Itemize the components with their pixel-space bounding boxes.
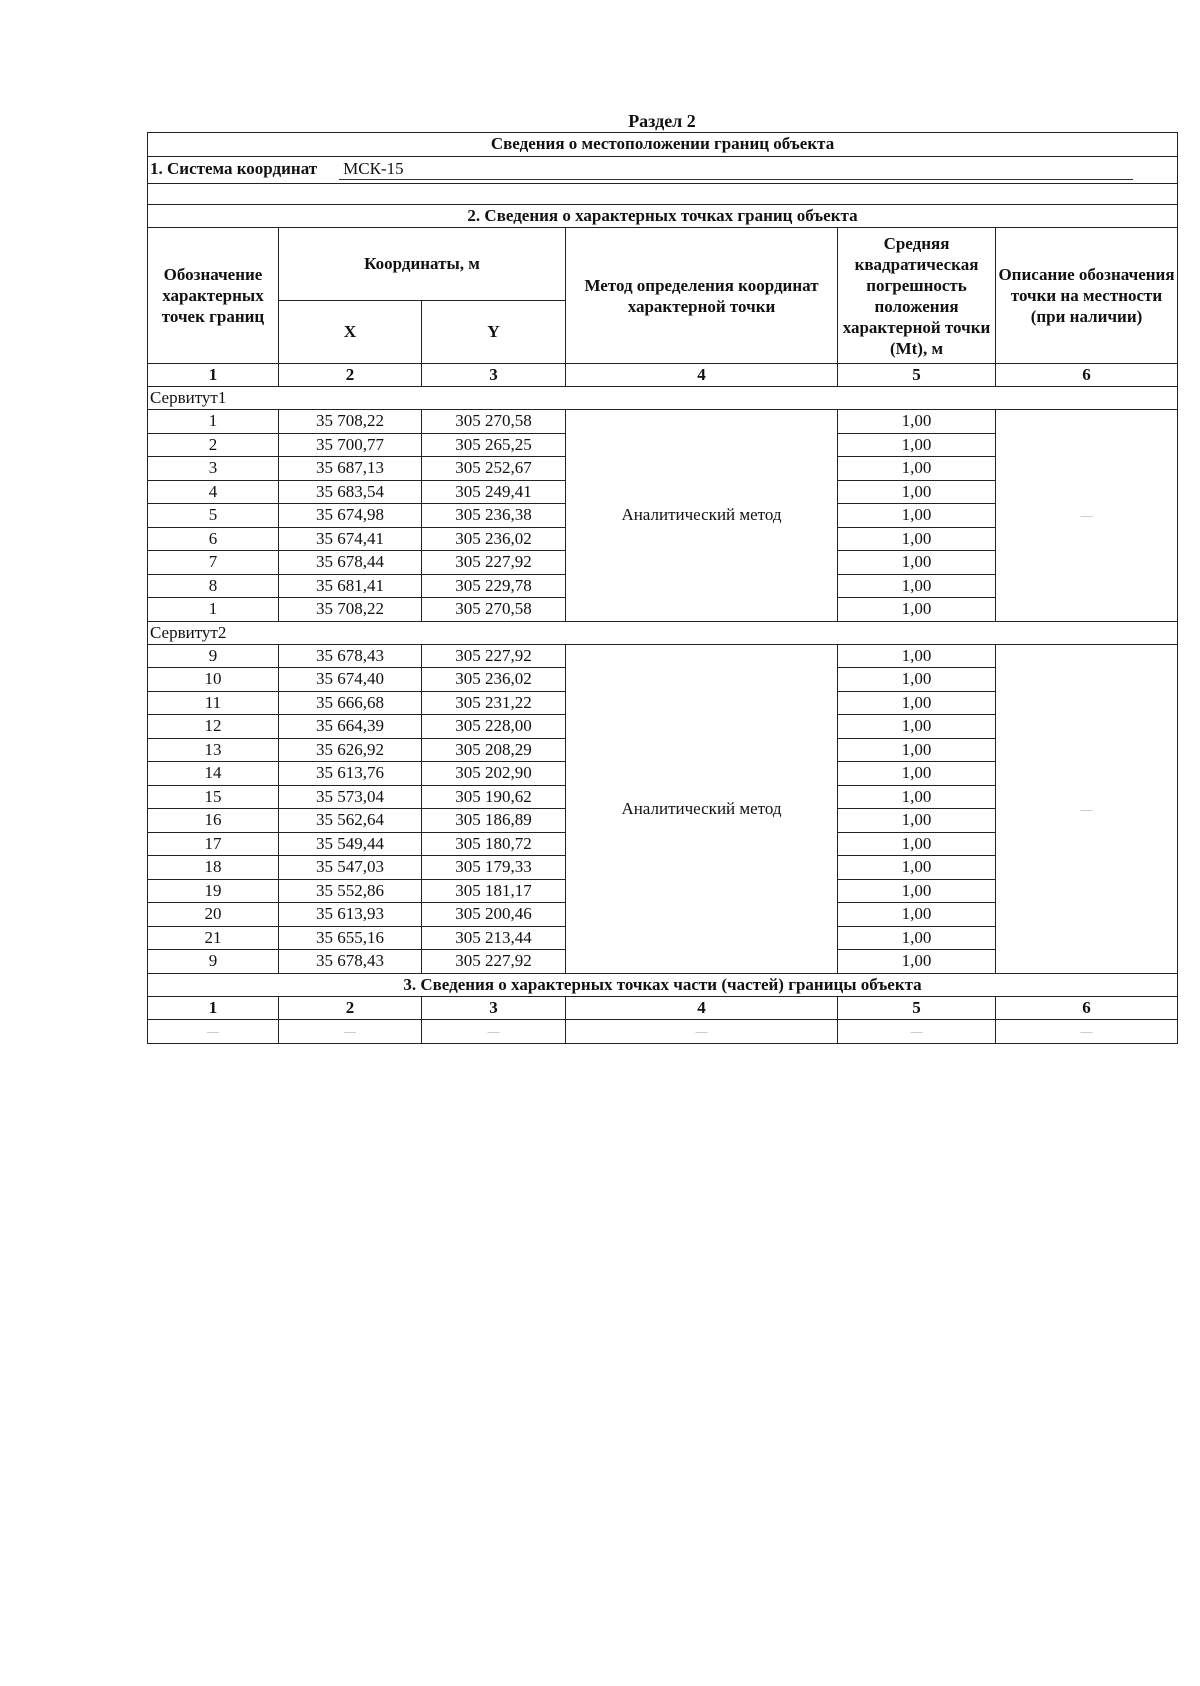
point-number: 9 bbox=[148, 644, 279, 668]
coord-y: 305 190,62 bbox=[422, 785, 566, 809]
points-title: 2. Сведения о характерных точках границ объекта bbox=[148, 204, 1178, 228]
coord-y: 305 265,25 bbox=[422, 433, 566, 457]
point-number: 20 bbox=[148, 903, 279, 927]
point-number: 19 bbox=[148, 879, 279, 903]
coord-y: 305 227,92 bbox=[422, 644, 566, 668]
group-label-row bbox=[148, 621, 1178, 644]
header-x: X bbox=[279, 301, 422, 364]
column-number: 1 bbox=[148, 997, 279, 1020]
point-number: 15 bbox=[148, 785, 279, 809]
coord-x: 35 573,04 bbox=[279, 785, 422, 809]
error-mt: 1,00 bbox=[838, 410, 996, 434]
coord-x: 35 681,41 bbox=[279, 574, 422, 598]
coord-x: 35 613,76 bbox=[279, 762, 422, 786]
point-number: 6 bbox=[148, 527, 279, 551]
document-sheet bbox=[147, 110, 1177, 1044]
error-mt: 1,00 bbox=[838, 551, 996, 575]
coord-y: 305 213,44 bbox=[422, 926, 566, 950]
coord-y: 305 270,58 bbox=[422, 598, 566, 622]
coord-x: 35 549,44 bbox=[279, 832, 422, 856]
coord-y: 305 200,46 bbox=[422, 903, 566, 927]
parts-cell: — bbox=[148, 1020, 279, 1044]
table-row bbox=[148, 410, 1178, 434]
column-number: 4 bbox=[566, 364, 838, 387]
error-mt: 1,00 bbox=[838, 504, 996, 528]
coord-y: 305 249,41 bbox=[422, 480, 566, 504]
group-name: Сервитут1 bbox=[148, 387, 1178, 410]
column-number: 1 bbox=[148, 364, 279, 387]
coord-system-label: 1. Система координат bbox=[150, 159, 318, 178]
error-mt: 1,00 bbox=[838, 480, 996, 504]
error-mt: 1,00 bbox=[838, 903, 996, 927]
coord-y: 305 180,72 bbox=[422, 832, 566, 856]
coord-x: 35 562,64 bbox=[279, 809, 422, 833]
coord-x: 35 683,54 bbox=[279, 480, 422, 504]
point-number: 4 bbox=[148, 480, 279, 504]
coord-y: 305 227,92 bbox=[422, 950, 566, 974]
error-mt: 1,00 bbox=[838, 691, 996, 715]
header-description: Описание обозначения точки на местности (при наличии) bbox=[996, 228, 1178, 364]
coord-x: 35 674,98 bbox=[279, 504, 422, 528]
point-number: 3 bbox=[148, 457, 279, 481]
group-label-row bbox=[148, 387, 1178, 410]
point-number: 1 bbox=[148, 410, 279, 434]
point-number: 16 bbox=[148, 809, 279, 833]
coord-y: 305 228,00 bbox=[422, 715, 566, 739]
column-number: 3 bbox=[422, 997, 566, 1020]
coord-y: 305 179,33 bbox=[422, 856, 566, 880]
point-number: 2 bbox=[148, 433, 279, 457]
coord-y: 305 202,90 bbox=[422, 762, 566, 786]
column-number: 5 bbox=[838, 997, 996, 1020]
coord-x: 35 708,22 bbox=[279, 410, 422, 434]
point-number: 12 bbox=[148, 715, 279, 739]
coord-system-row bbox=[148, 156, 1178, 183]
error-mt: 1,00 bbox=[838, 738, 996, 762]
point-number: 1 bbox=[148, 598, 279, 622]
parts-cell: — bbox=[279, 1020, 422, 1044]
header-method: Метод определения координат характерной точки bbox=[566, 228, 838, 364]
error-mt: 1,00 bbox=[838, 809, 996, 833]
error-mt: 1,00 bbox=[838, 644, 996, 668]
description-cell: — bbox=[996, 410, 1178, 622]
coord-x: 35 674,40 bbox=[279, 668, 422, 692]
header-coords: Координаты, м bbox=[279, 228, 566, 301]
group-name: Сервитут2 bbox=[148, 621, 1178, 644]
coord-system-value: МСК-15 bbox=[339, 159, 1133, 180]
parts-title: 3. Сведения о характерных точках части (частей) границы объекта bbox=[148, 973, 1178, 997]
error-mt: 1,00 bbox=[838, 785, 996, 809]
error-mt: 1,00 bbox=[838, 832, 996, 856]
header-y: Y bbox=[422, 301, 566, 364]
header-error: Средняя квадратическая погрешность положения характерной точки (Mt), м bbox=[838, 228, 996, 364]
error-mt: 1,00 bbox=[838, 433, 996, 457]
coord-x: 35 678,43 bbox=[279, 644, 422, 668]
column-number: 2 bbox=[279, 364, 422, 387]
coord-x: 35 700,77 bbox=[279, 433, 422, 457]
column-number: 4 bbox=[566, 997, 838, 1020]
coord-x: 35 613,93 bbox=[279, 903, 422, 927]
coord-x: 35 708,22 bbox=[279, 598, 422, 622]
coord-x: 35 674,41 bbox=[279, 527, 422, 551]
description-cell: — bbox=[996, 644, 1178, 973]
coord-y: 305 236,02 bbox=[422, 668, 566, 692]
coord-x: 35 552,86 bbox=[279, 879, 422, 903]
coord-x: 35 547,03 bbox=[279, 856, 422, 880]
error-mt: 1,00 bbox=[838, 762, 996, 786]
error-mt: 1,00 bbox=[838, 856, 996, 880]
parts-cell: — bbox=[996, 1020, 1178, 1044]
column-number: 6 bbox=[996, 997, 1178, 1020]
boundary-table bbox=[147, 132, 1178, 1044]
method-cell: Аналитический метод bbox=[566, 644, 838, 973]
coord-x: 35 678,43 bbox=[279, 950, 422, 974]
coord-y: 305 236,02 bbox=[422, 527, 566, 551]
error-mt: 1,00 bbox=[838, 879, 996, 903]
coord-y: 305 231,22 bbox=[422, 691, 566, 715]
location-title: Сведения о местоположении границ объекта bbox=[148, 133, 1178, 157]
coord-y: 305 270,58 bbox=[422, 410, 566, 434]
point-number: 5 bbox=[148, 504, 279, 528]
point-number: 10 bbox=[148, 668, 279, 692]
coord-y: 305 227,92 bbox=[422, 551, 566, 575]
coord-x: 35 687,13 bbox=[279, 457, 422, 481]
coord-x: 35 666,68 bbox=[279, 691, 422, 715]
error-mt: 1,00 bbox=[838, 715, 996, 739]
coord-x: 35 626,92 bbox=[279, 738, 422, 762]
coord-y: 305 181,17 bbox=[422, 879, 566, 903]
header-point: Обозначение характерных точек границ bbox=[148, 228, 279, 364]
parts-cell: — bbox=[566, 1020, 838, 1044]
error-mt: 1,00 bbox=[838, 926, 996, 950]
error-mt: 1,00 bbox=[838, 457, 996, 481]
blank-row bbox=[148, 183, 1178, 204]
point-number: 11 bbox=[148, 691, 279, 715]
point-number: 17 bbox=[148, 832, 279, 856]
error-mt: 1,00 bbox=[838, 598, 996, 622]
point-number: 21 bbox=[148, 926, 279, 950]
table-row bbox=[148, 644, 1178, 668]
point-number: 14 bbox=[148, 762, 279, 786]
coord-x: 35 655,16 bbox=[279, 926, 422, 950]
parts-cell: — bbox=[422, 1020, 566, 1044]
coord-y: 305 252,67 bbox=[422, 457, 566, 481]
coord-y: 305 186,89 bbox=[422, 809, 566, 833]
coord-x: 35 664,39 bbox=[279, 715, 422, 739]
section-title: Раздел 2 bbox=[628, 111, 696, 131]
point-number: 18 bbox=[148, 856, 279, 880]
coord-y: 305 229,78 bbox=[422, 574, 566, 598]
error-mt: 1,00 bbox=[838, 950, 996, 974]
point-number: 8 bbox=[148, 574, 279, 598]
error-mt: 1,00 bbox=[838, 574, 996, 598]
parts-cell: — bbox=[838, 1020, 996, 1044]
column-number: 3 bbox=[422, 364, 566, 387]
column-number: 2 bbox=[279, 997, 422, 1020]
point-number: 13 bbox=[148, 738, 279, 762]
column-number: 5 bbox=[838, 364, 996, 387]
error-mt: 1,00 bbox=[838, 527, 996, 551]
error-mt: 1,00 bbox=[838, 668, 996, 692]
coord-x: 35 678,44 bbox=[279, 551, 422, 575]
column-number: 6 bbox=[996, 364, 1178, 387]
point-number: 7 bbox=[148, 551, 279, 575]
coord-y: 305 236,38 bbox=[422, 504, 566, 528]
coord-y: 305 208,29 bbox=[422, 738, 566, 762]
method-cell: Аналитический метод bbox=[566, 410, 838, 622]
point-number: 9 bbox=[148, 950, 279, 974]
